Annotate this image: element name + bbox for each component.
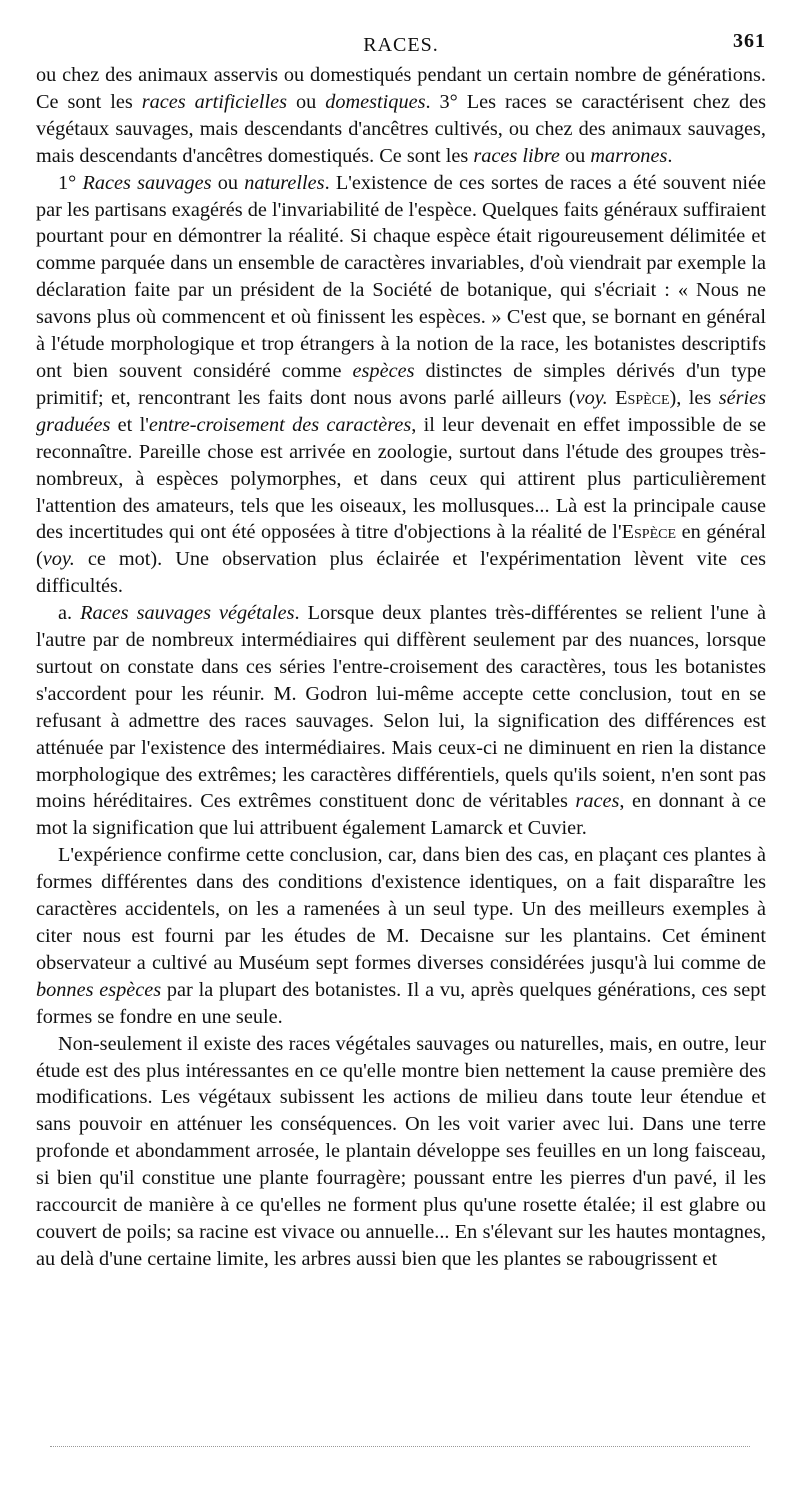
small-caps-text: Espèce	[615, 386, 670, 409]
italic-text: domestiques	[325, 90, 426, 113]
text-run: ce mot). Une observation plus éclairée et l'expérimentation lèvent vite ces difficultés.	[36, 548, 766, 598]
text-run: distinctes de simples dérivés d'un type primitif; et, rencontrant les faits dont nous avons parlé ailleurs (	[36, 359, 766, 409]
text-run: L'expérience confirme cette conclusion, car, dans bien des cas, en plaçant ces plantes à formes différentes dans des conditions d'existence identiques, on a fait disparaître les caractères accidentels, on les a ramenées à un seul type. Un des meilleurs exemples à citer nous est fourni par les études de M. Decaisne sur les plantains. Cet éminent observateur a cultivé au Muséum sept formes diverses considérées jusqu'à lui comme de	[36, 844, 766, 974]
text-run: et l'	[110, 413, 149, 436]
italic-text: races artificielles	[141, 90, 288, 113]
text-run: ), les	[669, 386, 719, 409]
book-page	[36, 28, 766, 1273]
paragraph	[36, 170, 766, 601]
paragraph	[36, 1031, 766, 1273]
text-run: .	[667, 144, 673, 167]
italic-text: voy.	[575, 386, 608, 409]
body-text	[36, 62, 766, 1273]
text-run: ou	[287, 90, 326, 113]
italic-text: espèces	[352, 359, 415, 382]
italic-text: races libre	[473, 144, 560, 167]
small-caps-text: Espèce	[621, 521, 677, 544]
italic-text: bonnes espèces	[36, 978, 162, 1001]
text-run: Non-seulement il existe des races végétales sauvages ou naturelles, mais, en outre, leur étude est des plus intéressantes en ce qu'elle montre bien nettement la cause première des modifications. Les végétaux subissent les actions de milieu dans toute leur étendue et sans pouvoir en atténuer les conséquences. On les voit varier avec lui. Dans une terre profonde et abondamment arrosée, le plantain développe ses feuilles en un long faisceau, si bien qu'il constitue une plante fourragère; poussant entre les pierres d'un pavé, il les raccourcit de manière à ce qu'elles ne forment plus qu'une rosette étalée; il est glabre ou couvert de poils; sa racine est vivace ou annuelle... En s'élevant sur les hautes montagnes, au delà d'une certaine limite, les arbres aussi bien que les plantes se rabougrissent et	[36, 1032, 766, 1270]
italic-text: Races sauvages végétales	[80, 602, 295, 625]
text-run: ou chez des animaux asservis ou domestiqués pendant un certain nombre de générations. Ce sont les	[36, 64, 766, 113]
page-number: 361	[733, 30, 766, 52]
paragraph	[36, 600, 766, 842]
footer-rule	[50, 1446, 750, 1447]
text-run: , en donnant à ce mot la signification que lui attribuent également Lamarck et Cuvier.	[36, 790, 766, 840]
text-run: . L'existence de ces sortes de races a été souvent niée par les partisans exagérés de l'invariabilité de l'espèce. Quelques faits généraux suffiraient pourtant pour en démontrer la réalité. Si chaque espèce était rigoureusement délimitée et comme parquée dans un ensemble de caractères invariables, d'où viendrait par exemple la déclaration faite par un président de la Société de botanique, qui s'écriait : « Nous ne savons plus où commencent et où finissent les espèces. » C'est que, se bornant en général à l'étude morphologique et trop étrangers à la notion de la race, les botanistes descriptifs ont bien souvent considéré comme	[36, 171, 767, 382]
text-run: . 3° Les races se caractérisent chez des végétaux sauvages, mais descendants d'ancêtres cultivés, ou chez des animaux sauvages, mais descendants d'ancêtres domestiqués. Ce sont les	[36, 90, 767, 167]
text-run: . Lorsque deux plantes très-différentes se relient l'une à l'autre par de nombreux intermédiaires qui diffèrent seulement par des nuances, lorsque surtout on constate dans ces séries l'entre-croisement des caractères, tous les botanistes s'accordent pour les réunir. M. Godron lui-même accepte cette conclusion, tout en se refusant à admettre des races sauvages. Selon lui, la signification des différences est atténuée par l'existence des intermédiaires. Mais ceux-ci ne diminuent en rien la distance morphologique des extrêmes; les caractères différentiels, quels qu'ils soient, n'en sont pas moins héréditaires. Ces extrêmes constituent donc de véritables	[36, 602, 766, 813]
text-run: , il leur devenait en effet impossible de se reconnaître. Pareille chose est arrivée en zoologie, surtout dans l'étude des groupes très-nombreux, à espèces polymorphes, et dans ceux qui attirent plus particulièrement l'attention des amateurs, tels que les oiseaux, les mollusques... Là est la principale cause des incertitudes qui ont été opposées à titre d'objections à la réalité de l'	[36, 413, 766, 544]
italic-text: naturelles	[244, 171, 325, 194]
italic-text: séries graduées	[36, 386, 767, 436]
italic-text: entre-croisement des caractères	[148, 413, 412, 436]
text-run: ou	[559, 144, 591, 167]
paragraph	[36, 62, 766, 170]
italic-text: marrones	[590, 144, 668, 167]
running-head	[36, 28, 766, 62]
paragraph	[36, 842, 766, 1030]
italic-text: races	[575, 790, 620, 813]
text-run: a.	[58, 602, 81, 625]
text-run: 1°	[58, 171, 83, 194]
italic-text: Races sauvages	[82, 171, 212, 194]
italic-text: voy.	[42, 548, 75, 571]
running-title: RACES.	[363, 34, 439, 56]
text-run: ou	[211, 171, 245, 194]
text-run: par la plupart des botanistes. Il a vu, après quelques générations, ces sept formes se fondre en une seule.	[36, 978, 766, 1028]
text-run: en général (	[36, 521, 766, 571]
